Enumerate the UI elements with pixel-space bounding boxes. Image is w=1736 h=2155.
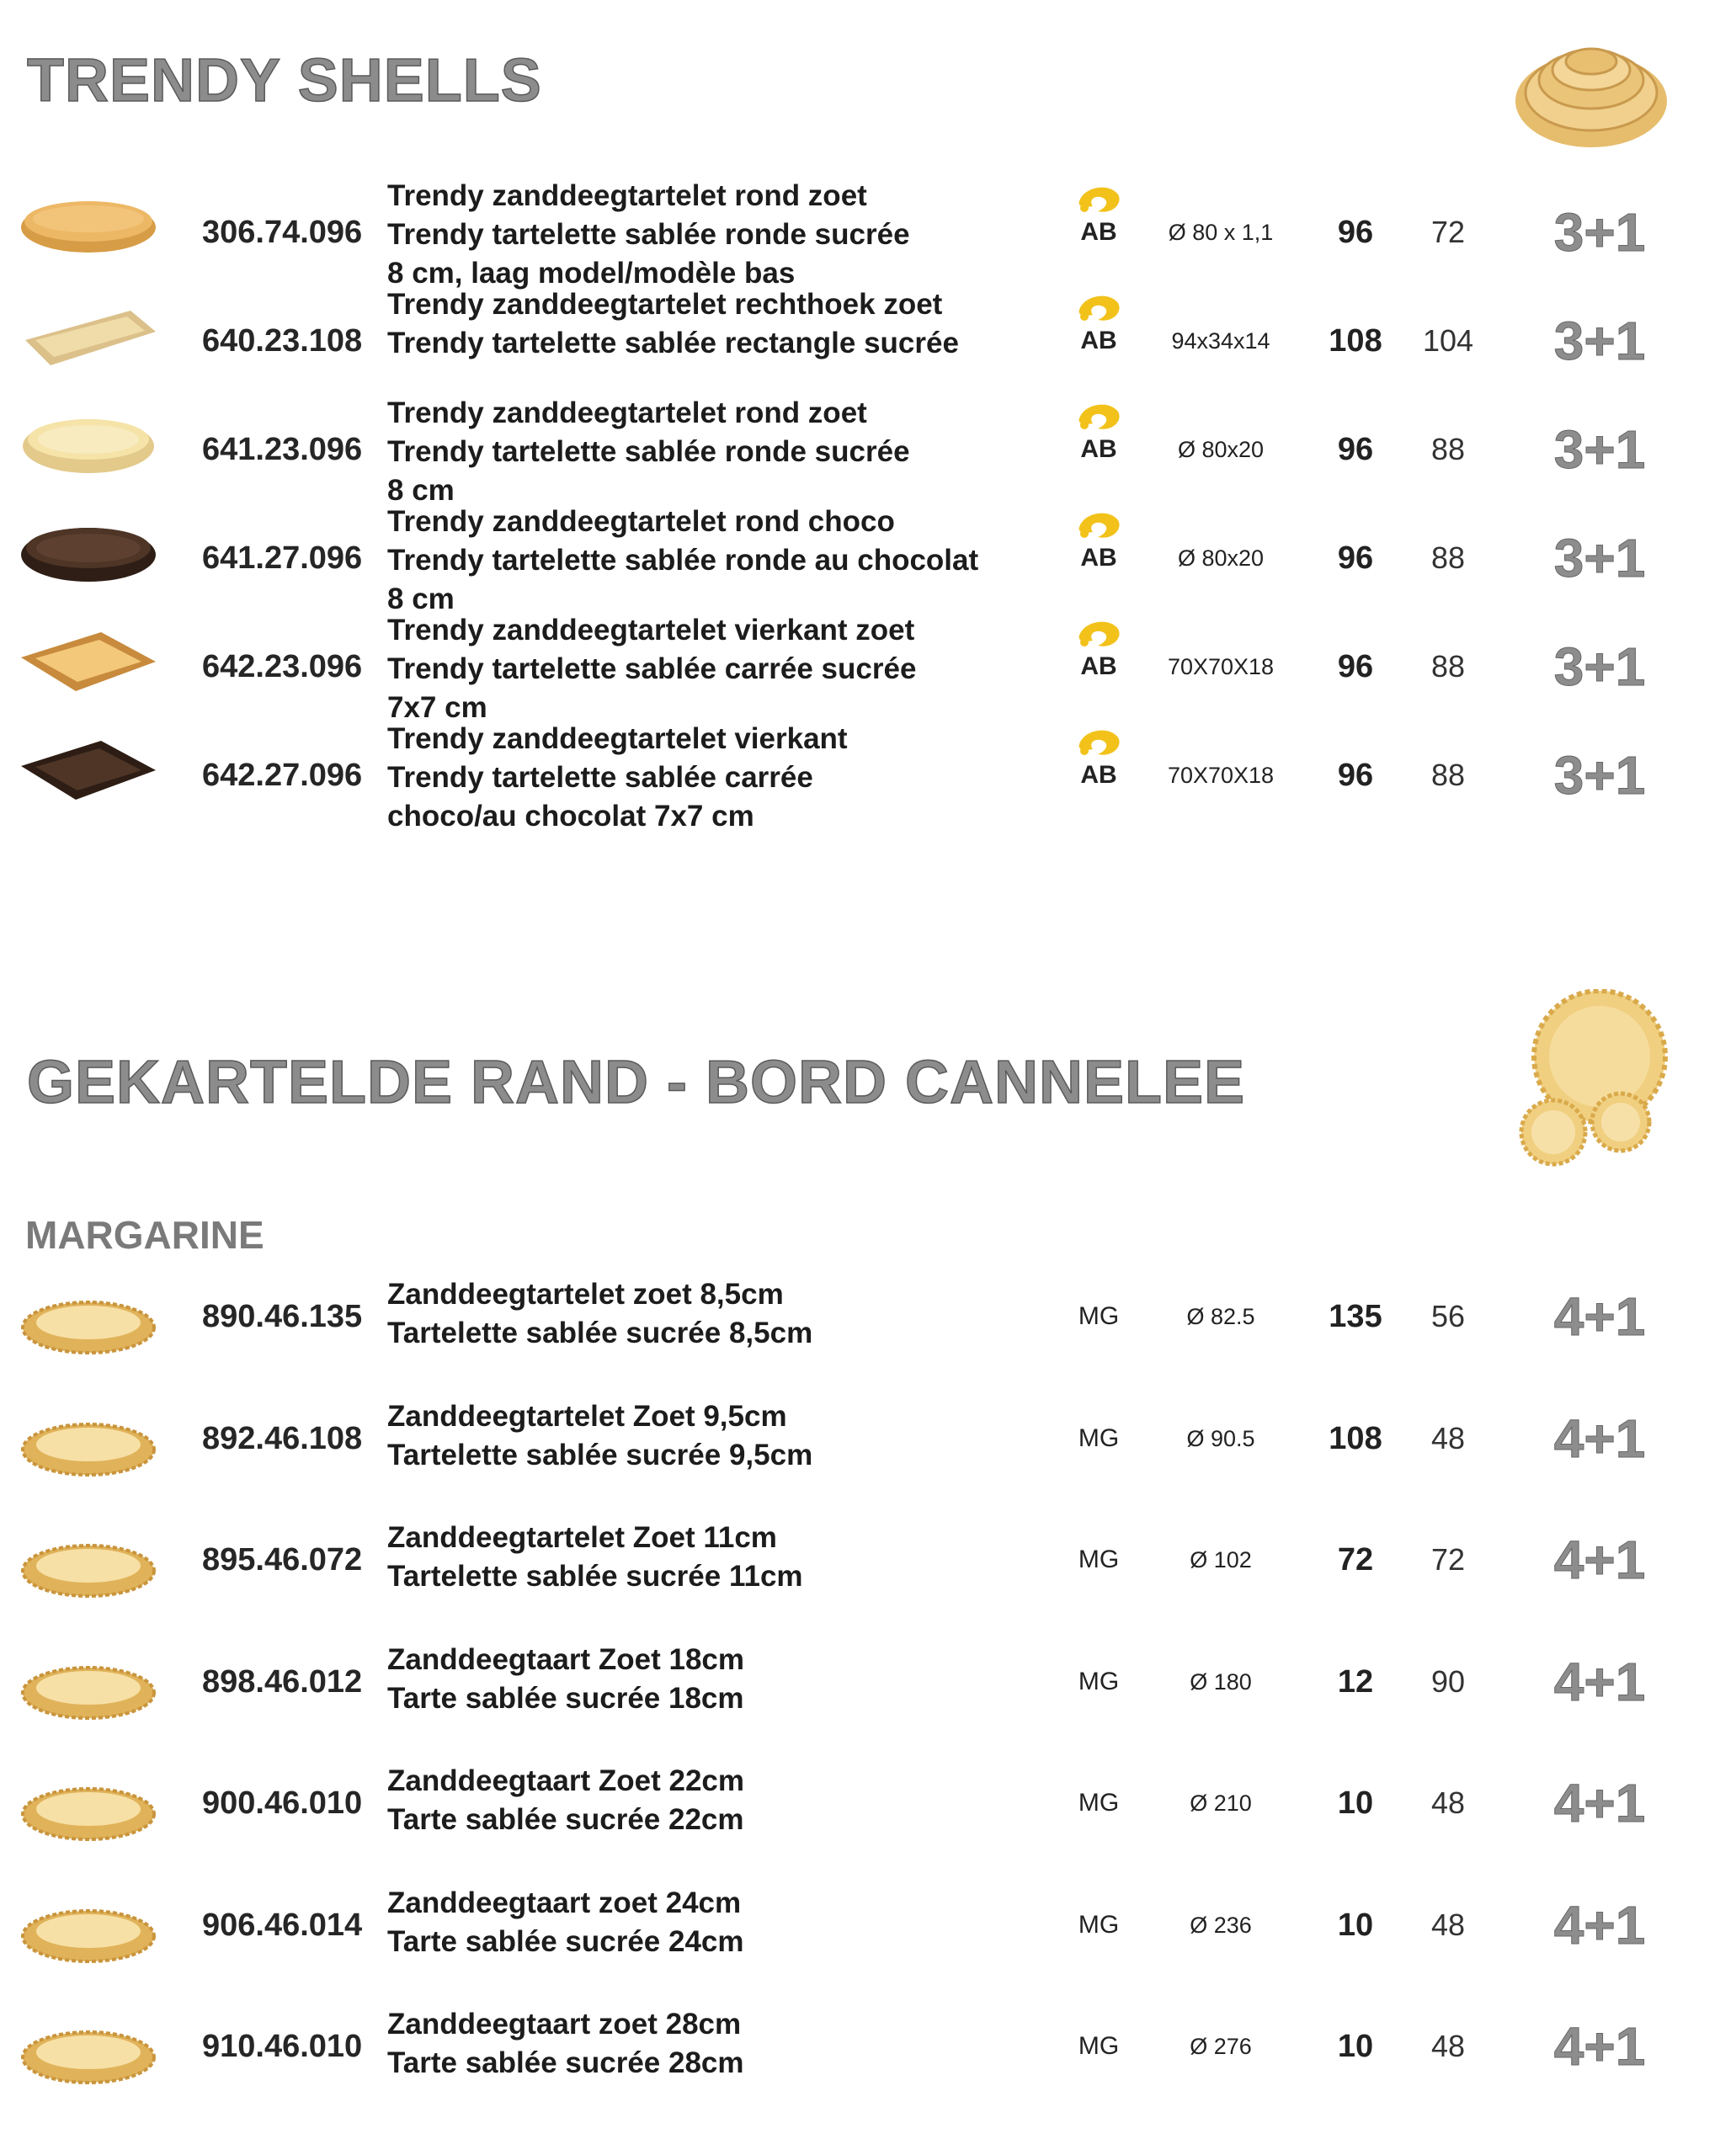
promo-offer: 4+1 bbox=[1553, 1286, 1646, 1347]
product-description bbox=[387, 611, 916, 727]
product-thumbnail bbox=[17, 1284, 160, 1372]
boxes-per-pallet: 72 bbox=[1430, 215, 1466, 249]
product-thumbnail bbox=[17, 728, 160, 817]
boxes-per-pallet: 88 bbox=[1430, 540, 1466, 575]
brand-label: MG bbox=[1078, 1423, 1120, 1452]
brand-label: AB bbox=[1080, 544, 1117, 572]
swirl-logo-icon bbox=[1073, 400, 1125, 435]
description-line: Trendy zanddeegtartelet vierkant bbox=[387, 722, 848, 755]
product-description bbox=[387, 285, 959, 363]
product-dimensions: Ø 102 bbox=[1190, 1547, 1252, 1572]
description-line: 8 cm bbox=[387, 583, 455, 615]
promo-offer: 4+1 bbox=[1553, 1651, 1646, 1712]
promo-offer: 3+1 bbox=[1553, 636, 1646, 697]
product-description bbox=[387, 1884, 744, 1961]
pieces-per-box: 108 bbox=[1329, 1420, 1382, 1456]
description-line: Tarte sablée sucrée 22cm bbox=[387, 1803, 744, 1836]
boxes-per-pallet: 48 bbox=[1430, 2029, 1466, 2063]
boxes-per-pallet: 48 bbox=[1430, 1420, 1466, 1455]
product-thumbnail bbox=[17, 1406, 160, 1494]
pieces-per-box: 96 bbox=[1337, 432, 1374, 467]
description-line: Zanddeegtaart zoet 24cm bbox=[387, 1886, 742, 1919]
brand-label: MG bbox=[1078, 1546, 1120, 1573]
product-description bbox=[387, 1519, 803, 1596]
product-code: 906.46.014 bbox=[202, 1907, 363, 1943]
description-line: Trendy tartelette sablée rectangle sucrée bbox=[387, 327, 959, 359]
description-line: Trendy zanddeegtartelet vierkant zoet bbox=[387, 614, 915, 646]
brand-label: MG bbox=[1078, 1302, 1120, 1330]
product-code: 642.27.096 bbox=[202, 758, 363, 793]
product-code: 306.74.096 bbox=[202, 215, 363, 250]
product-code: 895.46.072 bbox=[202, 1542, 363, 1578]
brand-label: AB bbox=[1080, 652, 1117, 680]
description-line: Tarte sablée sucrée 18cm bbox=[387, 1681, 744, 1715]
pieces-per-box: 10 bbox=[1337, 1785, 1374, 1821]
pieces-per-box: 96 bbox=[1337, 649, 1374, 684]
promo-offer: 3+1 bbox=[1553, 745, 1646, 806]
product-dimensions: 70X70X18 bbox=[1167, 654, 1275, 679]
trendy-shells-hero-image bbox=[1507, 21, 1675, 156]
product-thumbnail bbox=[17, 185, 160, 274]
swirl-logo-icon bbox=[1073, 183, 1125, 218]
description-line: Tarte sablée sucrée 28cm bbox=[387, 2046, 744, 2079]
brand-label: AB bbox=[1080, 435, 1117, 463]
description-line: Trendy tartelette sablée ronde sucrée bbox=[387, 435, 910, 468]
brand-ab bbox=[1057, 726, 1141, 790]
product-code: 900.46.010 bbox=[202, 1785, 363, 1821]
boxes-per-pallet: 48 bbox=[1430, 1907, 1466, 1942]
boxes-per-pallet: 72 bbox=[1430, 1542, 1466, 1577]
product-thumbnail bbox=[17, 620, 160, 708]
product-code: 641.23.096 bbox=[202, 432, 363, 467]
subtitle-margarine: MARGARINE bbox=[25, 1213, 264, 1257]
brand-label: MG bbox=[1078, 1667, 1120, 1695]
description-line: Zanddeegtaart Zoet 22cm bbox=[387, 1764, 744, 1797]
description-line: Tartelette sablée sucrée 11cm bbox=[387, 1560, 803, 1593]
product-dimensions: Ø 80 x 1,1 bbox=[1168, 220, 1274, 245]
section-title-bord-cannelee: GEKARTELDE RAND - BORD CANNELEE bbox=[27, 1049, 1246, 1116]
product-dimensions: Ø 80x20 bbox=[1177, 437, 1265, 462]
description-line: 8 cm, laag model/modèle bas bbox=[387, 257, 796, 290]
promo-offer: 4+1 bbox=[1553, 1530, 1646, 1590]
product-description bbox=[387, 177, 910, 293]
boxes-per-pallet: 90 bbox=[1430, 1663, 1466, 1699]
boxes-per-pallet: 88 bbox=[1430, 758, 1466, 792]
product-code: 642.23.096 bbox=[202, 649, 363, 684]
description-line: Trendy zanddeegtartelet rond choco bbox=[387, 505, 895, 538]
boxes-per-pallet: 88 bbox=[1430, 432, 1466, 466]
pieces-per-box: 12 bbox=[1337, 1663, 1374, 1700]
product-description bbox=[387, 1762, 744, 1839]
swirl-logo-icon bbox=[1073, 508, 1125, 544]
brand-label: AB bbox=[1080, 327, 1117, 354]
brand-ab bbox=[1057, 400, 1141, 464]
description-line: Trendy zanddeegtartelet rond zoet bbox=[387, 179, 867, 212]
product-dimensions: Ø 180 bbox=[1190, 1668, 1252, 1695]
description-line: 8 cm bbox=[387, 474, 455, 507]
product-thumbnail bbox=[17, 1892, 160, 1981]
brand-label: MG bbox=[1078, 1789, 1120, 1817]
pieces-per-box: 96 bbox=[1337, 215, 1374, 250]
description-line: Zanddeegtaart Zoet 18cm bbox=[387, 1642, 744, 1676]
product-description bbox=[387, 1641, 744, 1718]
promo-offer: 4+1 bbox=[1553, 1773, 1646, 1833]
brand-ab bbox=[1057, 508, 1141, 572]
product-description bbox=[387, 503, 978, 619]
description-line: Trendy zanddeegtartelet rechthoek zoet bbox=[387, 288, 943, 321]
boxes-per-pallet: 48 bbox=[1430, 1785, 1466, 1820]
product-thumbnail bbox=[17, 402, 160, 491]
pieces-per-box: 135 bbox=[1329, 1299, 1382, 1334]
description-line: Zanddeegtartelet Zoet 9,5cm bbox=[387, 1399, 787, 1433]
section-title-trendy-shells: TRENDY SHELLS bbox=[27, 47, 542, 114]
product-dimensions: 94x34x14 bbox=[1171, 328, 1270, 354]
product-thumbnail bbox=[17, 1527, 160, 1615]
product-description bbox=[387, 1397, 812, 1475]
product-code: 641.27.096 bbox=[202, 540, 363, 576]
promo-offer: 4+1 bbox=[1553, 1407, 1646, 1469]
promo-offer: 4+1 bbox=[1553, 2016, 1646, 2077]
boxes-per-pallet: 104 bbox=[1422, 323, 1474, 358]
promo-offer: 3+1 bbox=[1553, 202, 1646, 263]
description-line: Tartelette sablée sucrée 9,5cm bbox=[387, 1438, 813, 1471]
boxes-per-pallet: 88 bbox=[1430, 649, 1466, 684]
product-thumbnail bbox=[17, 2014, 160, 2102]
product-thumbnail bbox=[17, 1770, 160, 1859]
pieces-per-box: 96 bbox=[1337, 758, 1374, 793]
swirl-logo-icon bbox=[1073, 617, 1125, 652]
description-line: Trendy tartelette sablée ronde au chocolat bbox=[387, 544, 979, 577]
bord-cannelee-hero-image bbox=[1507, 989, 1684, 1174]
promo-offer: 3+1 bbox=[1553, 311, 1646, 371]
brand-ab bbox=[1057, 617, 1141, 681]
product-thumbnail bbox=[17, 511, 160, 599]
brand-label: AB bbox=[1080, 218, 1117, 246]
product-dimensions: Ø 236 bbox=[1190, 1912, 1252, 1938]
description-line: Zanddeegtartelet zoet 8,5cm bbox=[387, 1278, 784, 1311]
product-dimensions: 70X70X18 bbox=[1167, 763, 1275, 788]
brand-label: MG bbox=[1078, 1910, 1120, 1939]
product-dimensions: Ø 80x20 bbox=[1177, 545, 1265, 571]
brand-ab bbox=[1057, 183, 1141, 247]
pieces-per-box: 108 bbox=[1329, 323, 1382, 359]
product-description bbox=[387, 1275, 812, 1353]
pieces-per-box: 72 bbox=[1337, 1542, 1374, 1578]
product-code: 898.46.012 bbox=[202, 1663, 363, 1700]
description-line: 7x7 cm bbox=[387, 691, 487, 724]
swirl-logo-icon bbox=[1073, 726, 1125, 761]
description-line: Zanddeegtaart zoet 28cm bbox=[387, 2008, 742, 2041]
product-description bbox=[387, 394, 910, 510]
product-thumbnail bbox=[17, 1649, 160, 1737]
product-code: 892.46.108 bbox=[202, 1420, 363, 1456]
product-code: 890.46.135 bbox=[202, 1299, 363, 1334]
description-line: Trendy tartelette sablée ronde sucrée bbox=[387, 218, 910, 251]
description-line: Zanddeegtartelet Zoet 11cm bbox=[387, 1521, 777, 1554]
promo-offer: 4+1 bbox=[1553, 1894, 1646, 1955]
product-thumbnail bbox=[17, 294, 160, 382]
product-dimensions: Ø 82.5 bbox=[1186, 1304, 1255, 1329]
description-line: Trendy tartelette sablée carrée bbox=[387, 761, 813, 794]
description-line: Tarte sablée sucrée 24cm bbox=[387, 1924, 744, 1958]
product-code: 910.46.010 bbox=[202, 2029, 363, 2064]
brand-label: AB bbox=[1080, 761, 1117, 789]
product-description bbox=[387, 2005, 744, 2083]
pieces-per-box: 96 bbox=[1337, 540, 1374, 576]
boxes-per-pallet: 56 bbox=[1430, 1299, 1466, 1333]
pieces-per-box: 10 bbox=[1337, 2029, 1374, 2064]
product-dimensions: Ø 90.5 bbox=[1186, 1425, 1255, 1451]
brand-label: MG bbox=[1078, 2032, 1120, 2060]
promo-offer: 3+1 bbox=[1553, 528, 1646, 588]
brand-ab bbox=[1057, 291, 1141, 355]
description-line: Tartelette sablée sucrée 8,5cm bbox=[387, 1317, 813, 1349]
product-dimensions: Ø 210 bbox=[1190, 1791, 1252, 1816]
pieces-per-box: 10 bbox=[1337, 1907, 1374, 1943]
description-line: Trendy tartelette sablée carrée sucrée bbox=[387, 652, 917, 685]
product-code: 640.23.108 bbox=[202, 323, 363, 359]
product-dimensions: Ø 276 bbox=[1190, 2034, 1252, 2059]
swirl-logo-icon bbox=[1073, 291, 1125, 327]
product-description bbox=[387, 720, 848, 836]
promo-offer: 3+1 bbox=[1553, 419, 1646, 480]
description-line: choco/au chocolat 7x7 cm bbox=[387, 800, 754, 833]
description-line: Trendy zanddeegtartelet rond zoet bbox=[387, 396, 867, 429]
